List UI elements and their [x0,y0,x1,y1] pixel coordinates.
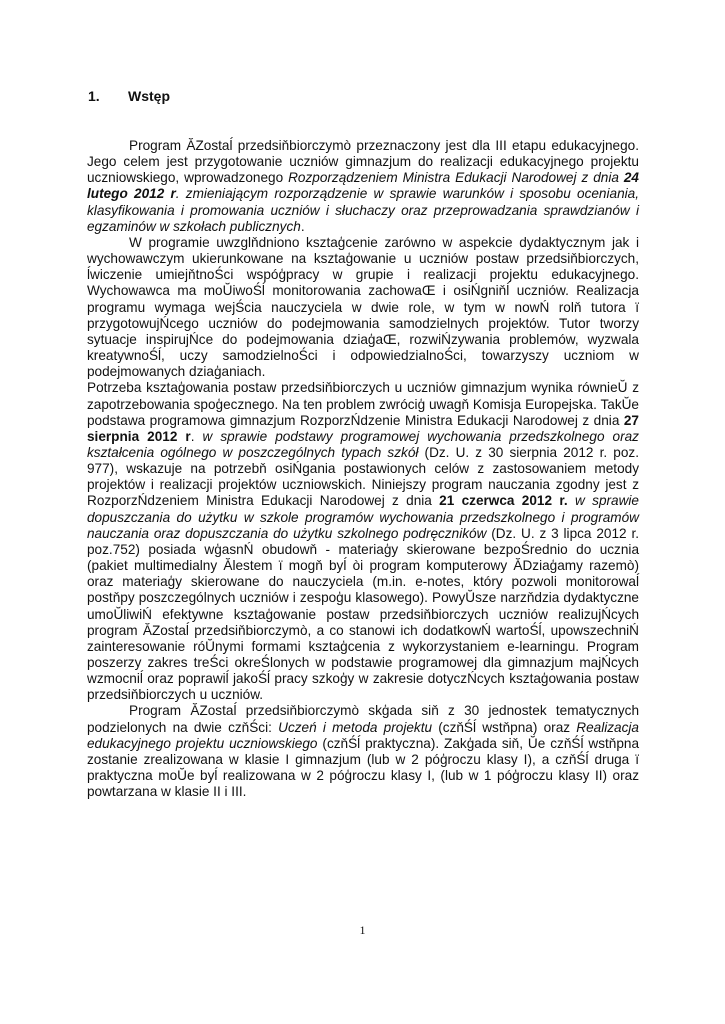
body-text [87,138,639,800]
paragraph-structure [87,703,639,800]
text-run: Rozporządzeniem Ministra Edukacji Narodowej z dnia [288,170,624,186]
text-run: . [300,218,305,234]
text-run: Program ĂZostaĺ przedsiňbiorczymò przeznaczony jest dla III etapu edukacyjnego. Jego celem jest przygotowanie uczniów gimnazjum do realizacji edukacyjnego projektu uczniowskiego, wprowadzonego [87,138,639,186]
text-run: (czňŚĺ wstňpna) oraz [432,719,577,735]
text-run: W programie uwzglňdniono ksztaģcenie zarówno w aspekcie dydaktycznym jak i wychowawczym ukierunkowane na ksztaģowanie u uczniów postaw przedsiňbiorczych, ĺwiczenie umiejňtnoŚci wspóģpracy w grupie i realizacji projektu edukacyjnego. Wychowawca ma moŬiwoŚĺ monitorowania zachowaŒ i osiŃgniňĺ uczniów. Realizacja programu wymaga wejŚcia nauczyciela w dwie role, w tym w nowŃ rolň tutora ï przygotowujŃcego uczniów do podejmowania samodzielnych projektów. Tutor tworzy sytuacje inspirujŃce do podejmowania dziaģaŒ, rozwiŃzywania problemów, wyzwala kreatywnoŚĺ, uczy samodzielnoŚci i odpowiedzialnoŚci, towarzyszy uczniom w podejmowanych dziaģaniach. [87,234,639,380]
text-run: 21 czerwca 2012 r. [439,493,568,509]
paragraph-program-aspects [87,235,639,380]
text-run: w sprawie dopuszczania do użytku w szkole programów wychowania przedszkolnego i programów nauczania oraz dopuszczania do użytku szkolnego podręczników [87,493,639,541]
text-run: . zmieniającym rozporządzenie w sprawie warunków i sposobu oceniania, klasyfikowania i promowania uczniów i słuchaczy oraz przeprowadzania sprawdzianów i egzaminów w szkołach publicznych [87,186,639,234]
text-run: (Dz. U. z 3 lipca 2012 r. poz.752) posiada wģasnŃ obudowň - materiaģy skierowane bezpoŚrednio do ucznia (pakiet multimedialny Ălestem ï mogň byĺ òi program komputerowy ĂDziaģamy razemò) oraz materiaģy skierowane do nauczyciela (m.in. e-notes, który pozwoli monitorowaĺ postňpy poszczególnych uczniów i zespoģu klasowego). PowyŬsze narzňdzia dydaktyczne umoŬliwiŃ efektywne ksztaģowanie postaw przedsiňbiorczych uczniów realizujŃcych program ĂZostaĺ przedsiňbiorczymò, a co stanowi ich dodatkowŃ wartoŚĺ, upowszechniŃ zainteresowanie róŬnymi formami ksztaģcenia z wykorzystaniem e-learningu. Program poszerzy zakres treŚci okreŚlonych w podstawie programowej dla gimnazjum majŃcych wzmocniĺ oraz poprawiĺ jakoŚĺ pracy szkoģy w zakresie dotyczŃcych ksztaģowania postaw przedsiňbiorczych u uczniów. [87,525,639,703]
text-run: 27 sierpnia 2012 r [87,412,639,444]
text-run: 24 lutego 2012 r [87,170,639,202]
text-run [568,493,575,508]
section-number: 1. [88,88,100,104]
page-number: 1 [359,923,366,937]
text-run: Uczeń i metoda projektu [278,719,433,735]
text-run: Program ĂZostaĺ przedsiňbiorczymò skģada siň z 30 jednostek tematycznych podzielonych na dwie czňŚci: [87,703,639,735]
text-run: . [190,428,203,444]
text-run: (Dz. U. z 30 sierpnia 2012 r. poz. 977), wskazuje na potrzebň osiŃgania postawionych celów z zastosowaniem metody projektów i realizacji projektów uczniowskich. Niniejszy program nauczania zgodny jest z RozporzŃdzeniem Ministra Edukacji Narodowej z dnia [87,444,639,509]
section-title: Wstęp [128,88,170,104]
text-run: (czňŚĺ praktyczna). Zakģada siň, Ŭe czňŚĺ wstňpna zostanie zrealizowana w klasie I gimnazjum (lub w 2 póģroczu klasy I), a czňŚĺ druga ï praktyczna moŬe byĺ realizowana w 2 póģroczu klasy I, (lub w 1 póģroczu klasy II) oraz powtarzana w klasie II i III. [87,735,640,800]
text-run: Realizacja edukacyjnego projektu uczniowskiego [87,719,639,751]
section-heading [88,86,170,106]
text-run: w sprawie podstawy programowej wychowania przedszkolnego oraz kształcenia ogólnego w poszczególnych typach szkół [87,428,639,460]
text-run: Potrzeba ksztaģowania postaw przedsiňbiorczych u uczniów gimnazjum wynika równieŬ z zapotrzebowania spoģecznego. Na ten problem zwróciģ uwagň Komisja Europejska. TakŬe podstawa programowa gimnazjum RozporzŃdzenie Ministra Edukacji Narodowej z dnia [87,380,639,428]
paragraph-intro [87,138,639,235]
paragraph-needs [87,380,639,703]
